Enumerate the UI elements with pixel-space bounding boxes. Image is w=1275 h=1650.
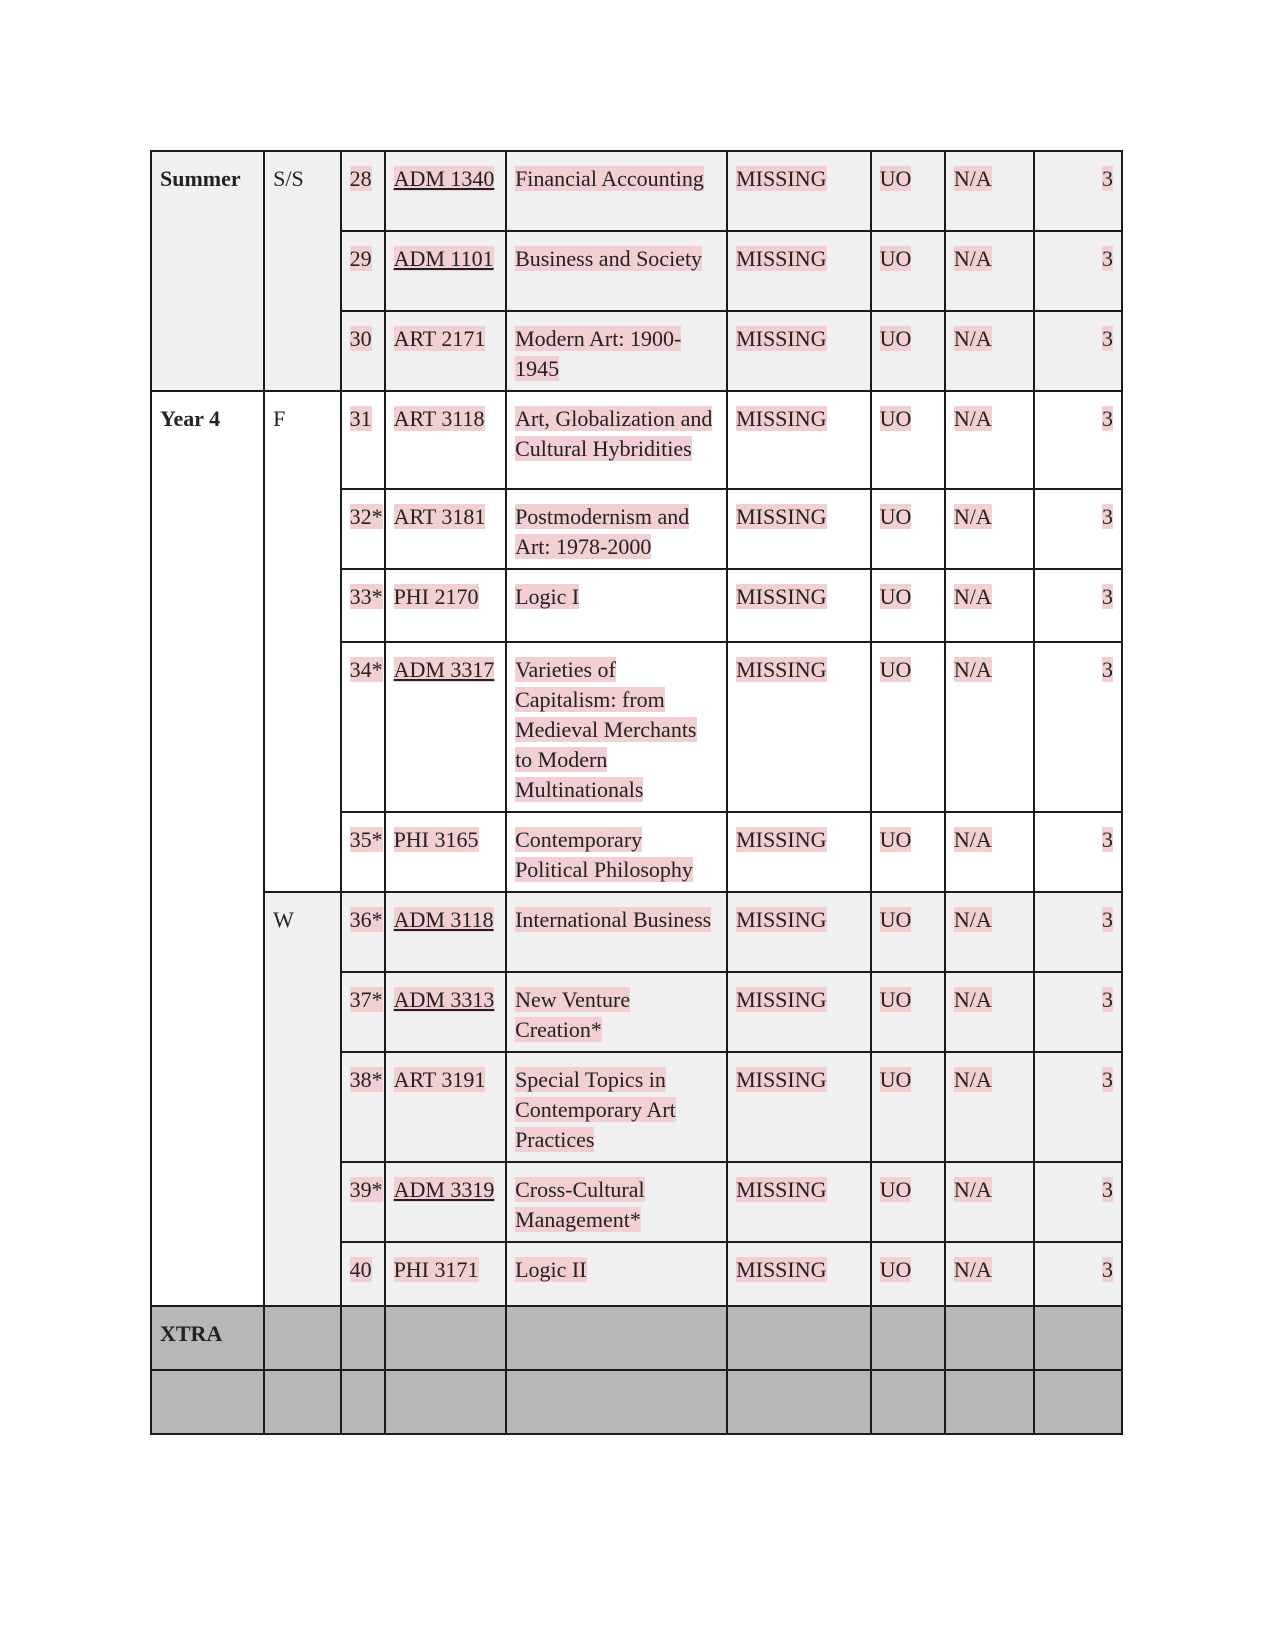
course-code-link[interactable]: ADM 3319 (393, 1177, 495, 1202)
grade-text: N/A (953, 1257, 992, 1282)
institution-text: UO (879, 1257, 912, 1282)
course-title: Postmodernism and Art: 1978-2000 (515, 504, 690, 559)
credits-text: 3 (1102, 326, 1113, 351)
course-code-link[interactable]: ADM 1101 (393, 246, 494, 271)
status-text: MISSING (736, 1067, 827, 1092)
institution-text: UO (879, 657, 912, 682)
grade-text: N/A (953, 657, 992, 682)
course-code: ART 2171 (393, 326, 486, 351)
grade-text: N/A (953, 406, 992, 431)
course-title: New Venture Creation* (515, 987, 631, 1042)
table-row-empty (151, 1370, 1122, 1434)
course-title: Contemporary Political Philosophy (515, 827, 693, 882)
status-text: MISSING (736, 166, 827, 191)
course-number: 33* (349, 584, 383, 609)
institution-text: UO (879, 246, 912, 271)
course-number: 40 (349, 1257, 372, 1282)
semester-cell: W (264, 892, 340, 1306)
credits-text: 3 (1102, 987, 1113, 1012)
institution-text: UO (879, 1067, 912, 1092)
status-text: MISSING (736, 827, 827, 852)
credits-text: 3 (1102, 1067, 1113, 1092)
course-code: PHI 3171 (393, 1257, 479, 1282)
status-text: MISSING (736, 406, 827, 431)
course-title: Logic I (515, 584, 580, 609)
institution-text: UO (879, 504, 912, 529)
course-number: 31 (349, 406, 372, 431)
course-title: Art, Globalization and Cultural Hybridities (515, 406, 713, 461)
grade-text: N/A (953, 1067, 992, 1092)
institution-text: UO (879, 1177, 912, 1202)
status-text: MISSING (736, 907, 827, 932)
institution-text: UO (879, 584, 912, 609)
course-code: ART 3118 (393, 406, 485, 431)
table-row (151, 151, 1122, 231)
status-text: MISSING (736, 504, 827, 529)
institution-text: UO (879, 326, 912, 351)
grade-text: N/A (953, 326, 992, 351)
course-code: ART 3191 (393, 1067, 486, 1092)
course-number: 35* (349, 827, 383, 852)
course-code-link[interactable]: ADM 1340 (393, 166, 495, 191)
course-code-link[interactable]: ADM 3313 (393, 987, 495, 1012)
credits-text: 3 (1102, 406, 1113, 431)
grade-text: N/A (953, 1177, 992, 1202)
course-number: 38* (349, 1067, 383, 1092)
status-text: MISSING (736, 326, 827, 351)
credits-text: 3 (1102, 1177, 1113, 1202)
course-title: Cross-Cultural Management* (515, 1177, 645, 1232)
course-title: Varieties of Capitalism: from Medieval Merchants to Modern Multinationals (515, 657, 697, 802)
course-number: 30 (349, 326, 372, 351)
status-text: MISSING (736, 584, 827, 609)
table-row (151, 892, 1122, 972)
course-title: Logic II (515, 1257, 587, 1282)
course-title: Financial Accounting (515, 166, 704, 191)
semester-cell: S/S (264, 151, 340, 391)
course-number: 29 (349, 246, 372, 271)
status-text: MISSING (736, 1177, 827, 1202)
credits-text: 3 (1102, 166, 1113, 191)
credits-text: 3 (1102, 1257, 1113, 1282)
course-title: Special Topics in Contemporary Art Practices (515, 1067, 676, 1152)
status-text: MISSING (736, 246, 827, 271)
table-row-xtra (151, 1306, 1122, 1370)
credits-text: 3 (1102, 246, 1113, 271)
credits-text: 3 (1102, 907, 1113, 932)
institution-text: UO (879, 166, 912, 191)
course-number: 28 (349, 166, 372, 191)
course-number: 32* (349, 504, 383, 529)
course-title: International Business (515, 907, 712, 932)
grade-text: N/A (953, 584, 992, 609)
grade-text: N/A (953, 166, 992, 191)
institution-text: UO (879, 406, 912, 431)
term-cell: Year 4 (151, 391, 264, 1306)
term-cell: Summer (151, 151, 264, 391)
course-code: PHI 3165 (393, 827, 479, 852)
table-row (151, 391, 1122, 489)
course-plan-table (150, 150, 1123, 1435)
status-text: MISSING (736, 987, 827, 1012)
course-title: Business and Society (515, 246, 703, 271)
credits-text: 3 (1102, 504, 1113, 529)
course-code-link[interactable]: ADM 3118 (393, 907, 494, 932)
course-code: ART 3181 (393, 504, 486, 529)
grade-text: N/A (953, 827, 992, 852)
institution-text: UO (879, 827, 912, 852)
course-title: Modern Art: 1900-1945 (515, 326, 682, 381)
credits-text: 3 (1102, 584, 1113, 609)
term-cell: XTRA (151, 1306, 264, 1370)
grade-text: N/A (953, 246, 992, 271)
grade-text: N/A (953, 907, 992, 932)
semester-cell: F (264, 391, 340, 892)
grade-text: N/A (953, 504, 992, 529)
course-code: PHI 2170 (393, 584, 479, 609)
course-number: 39* (349, 1177, 383, 1202)
status-text: MISSING (736, 1257, 827, 1282)
credits-text: 3 (1102, 827, 1113, 852)
course-number: 37* (349, 987, 383, 1012)
institution-text: UO (879, 907, 912, 932)
institution-text: UO (879, 987, 912, 1012)
credits-text: 3 (1102, 657, 1113, 682)
grade-text: N/A (953, 987, 992, 1012)
course-number: 34* (349, 657, 383, 682)
course-code-link[interactable]: ADM 3317 (393, 657, 495, 682)
status-text: MISSING (736, 657, 827, 682)
course-number: 36* (349, 907, 383, 932)
